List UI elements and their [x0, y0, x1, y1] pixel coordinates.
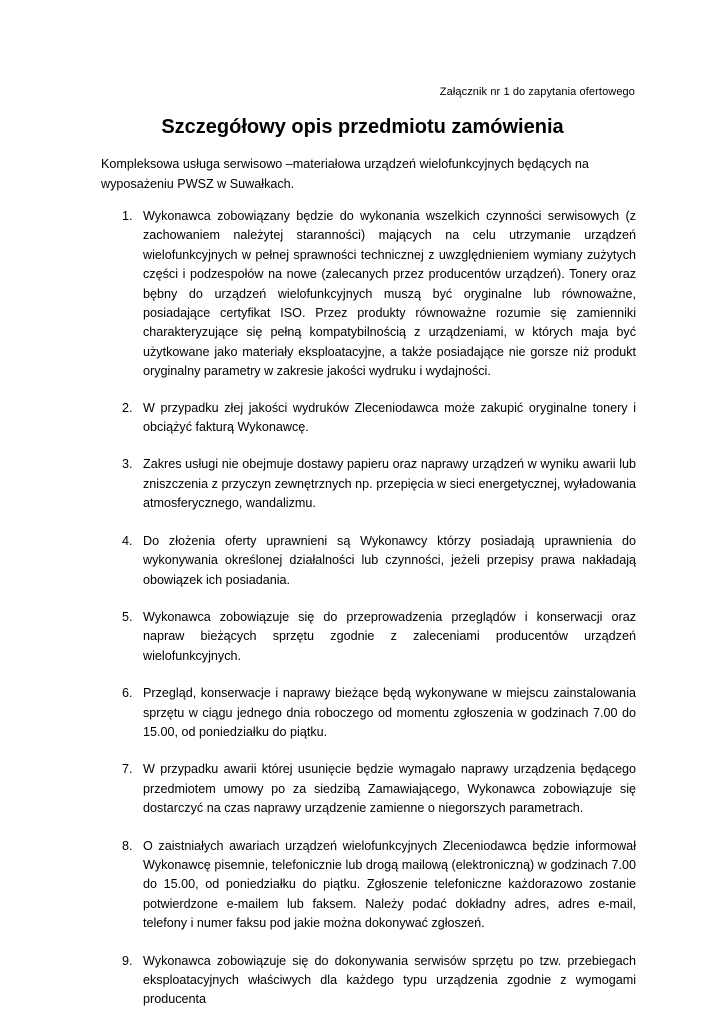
requirements-list — [101, 207, 636, 1010]
list-item — [101, 399, 636, 438]
list-item-number: 2. — [122, 400, 133, 415]
list-item — [101, 532, 636, 590]
list-item — [101, 760, 636, 818]
intro-paragraph: Kompleksowa usługa serwisowo –materiałowa urządzeń wielofunkcyjnych będących na wyposażeniu PWSZ w Suwałkach. — [101, 157, 589, 191]
list-item-number: 1. — [122, 209, 133, 223]
list-item-text: W przypadku złej jakości wydruków Zleceniodawca może zakupić oryginalne tonery i obciążyć fakturą Wykonawcę. — [143, 400, 636, 435]
list-item — [101, 684, 636, 742]
list-item — [101, 952, 636, 1010]
list-item — [101, 207, 636, 382]
list-item-number: 3. — [122, 457, 133, 472]
list-item — [101, 455, 636, 513]
list-item-number: 7. — [122, 762, 133, 777]
list-item-text: Wykonawca zobowiązuje się do przeprowadzenia przeglądów i konserwacji oraz napraw bieżących sprzętu zgodnie z zaleceniami producentów urządzeń wielofunkcyjnych. — [143, 609, 636, 663]
list-item-number: 5. — [122, 609, 133, 624]
list-item-text: Zakres usługi nie obejmuje dostawy papieru oraz naprawy urządzeń w wyniku awarii lub zniszczenia z przyczyn zewnętrznych np. przepięcia w sieci energetycznej, wyładowania atmosferycznego, wandalizmu. — [143, 457, 636, 511]
list-item — [101, 608, 636, 666]
list-item-number: 6. — [122, 686, 133, 701]
list-item-text: W przypadku awarii której usunięcie będzie wymagało naprawy urządzenia będącego przedmiotem umowy po za siedzibą Zamawiającego, Wykonawca zobowiązuje się dostarczyć na czas naprawy urządzenie zamienne o niegorszych parametrach. — [143, 762, 636, 816]
list-item-text: Wykonawca zobowiązuje się do dokonywania serwisów sprzętu po tzw. przebiegach eksploatacyjnych właściwych dla każdego typu urządzenia zgodnie z wymogami producenta — [143, 953, 636, 1007]
list-item-number: 9. — [122, 953, 133, 968]
list-item-text: Przegląd, konserwacje i naprawy bieżące będą wykonywane w miejscu zainstalowania sprzętu w ciągu jednego dnia roboczego od momentu zgłoszenia w godzinach 7.00 do 15.00, od poniedziałku do piątku. — [143, 686, 636, 739]
list-item — [101, 837, 636, 934]
list-item-number: 8. — [122, 838, 133, 853]
list-item-text: Wykonawca zobowiązany będzie do wykonania wszelkich czynności serwisowych (z zachowaniem należytej staranności) mających na celu utrzymanie urządzeń wielofunkcyjnych w pełnej sprawności technicznej z uwzględnieniem wymiany zużytych części i podzespołów na nowe (zalecanych przez producentów urządzeń). Tonery oraz bębny do urządzeń wielofunkcyjnych muszą być oryginalne lub równoważne, posiadające certyfikat ISO. Przez produkty równoważne rozumie się zamienniki charakteryzujące się pełną kompatybilnością z urządzeniami, w których maja być użytkowane jako materiały eksploatacyjne, a także posiadające nie gorsze niż produkt oryginalny parametry w zakresie jakości wydruku i wydajności. — [143, 209, 636, 379]
list-item-text: Do złożenia oferty uprawnieni są Wykonawcy którzy posiadają uprawnienia do wykonywania określonej działalności lub czynności, jeżeli przepisy prawa nakładają obowiązek ich posiadania. — [143, 533, 636, 587]
list-item-number: 4. — [122, 533, 133, 548]
annex-label: Załącznik nr 1 do zapytania ofertowego — [439, 86, 635, 98]
page-title: Szczegółowy opis przedmiotu zamówienia — [161, 116, 564, 138]
list-item-text: O zaistniałych awariach urządzeń wielofunkcyjnych Zleceniodawca będzie informował Wykonawcę pisemnie, telefonicznie lub drogą mailową (elektroniczną) w godzinach 7.00 do 15.00, od poniedziałku do piątku. Zgłoszenie telefoniczne każdorazowo zostanie potwierdzone e-mailem lub faksem. Należy podać dokładny adres, adres e-mail, telefony i numer faksu pod jakie można dokonywać zgłoszeń. — [143, 838, 636, 931]
